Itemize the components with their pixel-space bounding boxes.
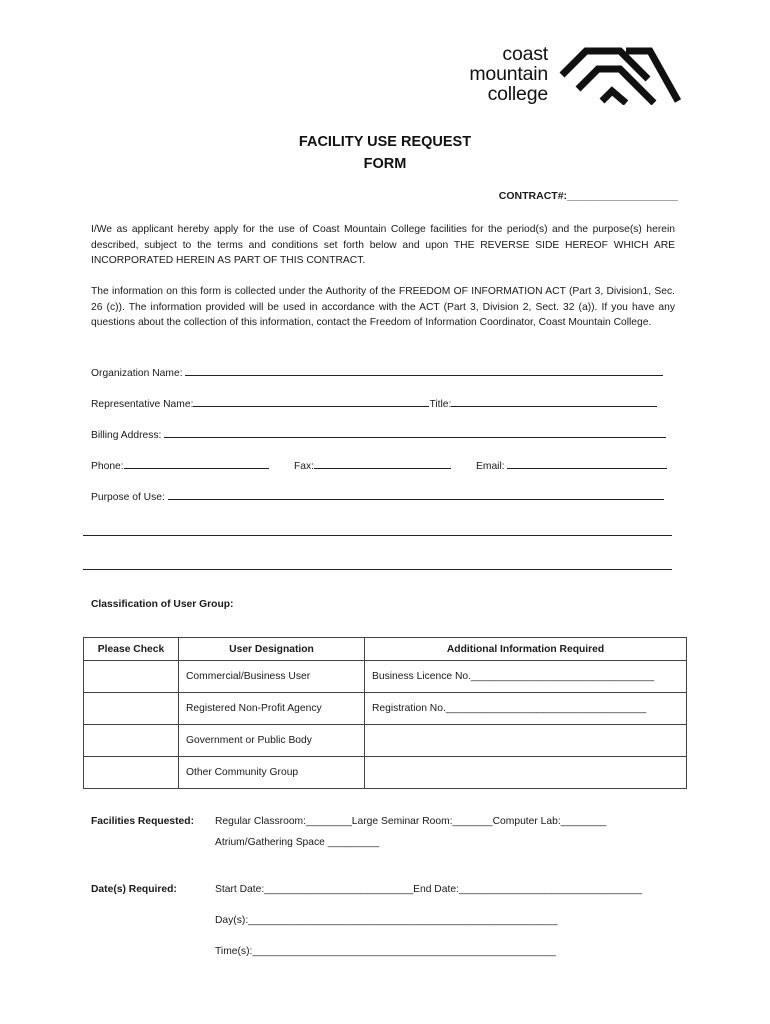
designation-government: Government or Public Body <box>179 725 365 757</box>
logo-line-1: coast <box>502 43 548 65</box>
info-registration[interactable]: Registration No.___________________________________ <box>365 693 687 725</box>
info-government <box>365 725 687 757</box>
email-field <box>476 457 667 472</box>
designation-community: Other Community Group <box>179 757 365 789</box>
purpose-of-use-label: Purpose of Use: <box>91 492 165 503</box>
phone-label: Phone: <box>91 461 124 472</box>
header-user-designation: User Designation <box>179 638 365 661</box>
organization-name-input[interactable] <box>185 364 663 376</box>
facilities-options-line-1[interactable]: Regular Classroom:________Large Seminar Room:_______Computer Lab:________ <box>215 816 607 827</box>
form-title-line-2: FORM <box>363 156 407 172</box>
purpose-of-use-input[interactable] <box>168 488 664 500</box>
classification-header-row <box>84 638 687 661</box>
phone-input[interactable] <box>124 457 269 469</box>
check-cell-community[interactable] <box>84 757 179 789</box>
form-title <box>0 131 770 175</box>
representative-name-input[interactable] <box>193 395 429 407</box>
table-row <box>84 757 687 789</box>
info-business-licence[interactable]: Business Licence No.________________________________ <box>365 661 687 693</box>
check-cell-commercial[interactable] <box>84 661 179 693</box>
organization-name-row <box>91 364 663 379</box>
classification-heading: Classification of User Group: <box>91 599 234 610</box>
facilities-requested-label: Facilities Requested: <box>91 816 194 827</box>
purpose-of-use-extra-line-2[interactable] <box>83 569 672 570</box>
fax-label: Fax: <box>294 461 315 472</box>
dates-required-label: Date(s) Required: <box>91 884 177 895</box>
college-logo-icon <box>558 45 682 105</box>
email-label: Email: <box>476 461 505 472</box>
foi-paragraph: The information on this form is collected under the Authority of the FREEDOM OF INFORMATION ACT (Part 3, Division1, Sec. 26 (c)). The information provided will be used in accordance with the ACT (Part 3, Division 2, Sect. 32 (a)). If you have any questions about the collection of this information, contact the Freedom of Information Coordinator, Coast Mountain College. <box>91 286 675 329</box>
phone-field <box>91 457 269 472</box>
days-field[interactable]: Day(s):______________________________________________________ <box>215 915 558 926</box>
logo-line-2: mountain <box>469 63 548 85</box>
start-end-date-field[interactable]: Start Date:__________________________End Date:________________________________ <box>215 884 643 895</box>
table-row <box>84 725 687 757</box>
email-input[interactable] <box>507 457 667 469</box>
representative-row <box>91 395 657 410</box>
check-cell-non-profit[interactable] <box>84 693 179 725</box>
billing-address-row <box>91 426 666 441</box>
organization-name-label: Organization Name: <box>91 368 183 379</box>
title-input[interactable] <box>451 395 657 407</box>
table-row <box>84 693 687 725</box>
purpose-of-use-row <box>91 488 664 503</box>
billing-address-label: Billing Address: <box>91 430 162 441</box>
check-cell-government[interactable] <box>84 725 179 757</box>
purpose-of-use-extra-line-1[interactable] <box>83 535 672 536</box>
intro-paragraph: I/We as applicant hereby apply for the use of Coast Mountain College facilities for the period(s) and the purpose(s) herein described, subject to the terms and conditions set forth below and upon THE REVERSE SIDE HEREOF WHICH ARE INCORPORATED HEREIN AS PART OF THIS CONTRACT. <box>91 224 675 267</box>
logo-line-3: college <box>487 83 548 105</box>
billing-address-input[interactable] <box>164 426 666 438</box>
fax-input[interactable] <box>314 457 451 469</box>
college-logo-text <box>469 44 548 104</box>
header-please-check: Please Check <box>84 638 179 661</box>
title-label: Title: <box>429 399 452 410</box>
header-additional-info: Additional Information Required <box>365 638 687 661</box>
times-field[interactable]: Time(s):_____________________________________________________ <box>215 946 556 957</box>
table-row <box>84 661 687 693</box>
designation-non-profit: Registered Non-Profit Agency <box>179 693 365 725</box>
fax-field <box>294 457 451 472</box>
designation-commercial: Commercial/Business User <box>179 661 365 693</box>
classification-table <box>83 637 687 789</box>
form-title-line-1: FACILITY USE REQUEST <box>298 134 472 150</box>
representative-name-label: Representative Name: <box>91 399 194 410</box>
contract-number-field[interactable]: CONTRACT#:___________________ <box>498 190 678 202</box>
info-community <box>365 757 687 789</box>
facilities-options-line-2[interactable]: Atrium/Gathering Space _________ <box>215 837 380 848</box>
